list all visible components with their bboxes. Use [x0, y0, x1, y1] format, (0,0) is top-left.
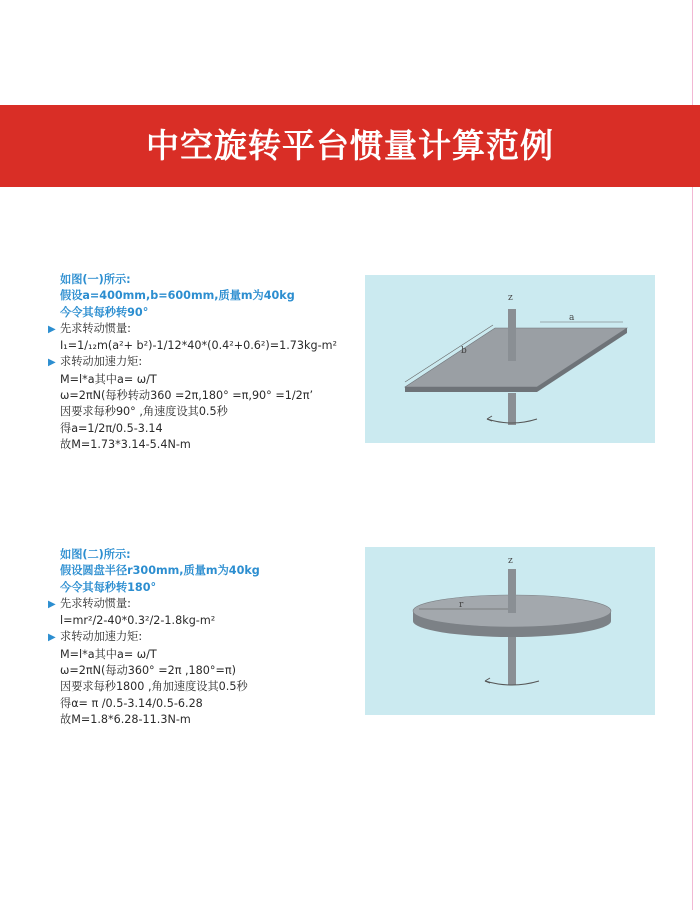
example-2-step-2: [48, 629, 368, 646]
example-2-line-4: 得α= π /0.5-3.14/0.5-6.28: [60, 696, 203, 710]
example-1-heading-1: 如图(一)所示:: [60, 273, 131, 286]
example-1-step-1-title: 先求转动惯量:: [60, 321, 131, 335]
example-2-inertia-formula: l=mr²/2-40*0.3²/2-1.8kg-m²: [60, 614, 216, 628]
example-1-line-5: 故M=1.73*3.14-5.4N-m: [60, 437, 191, 451]
axis-label-z: z: [508, 293, 513, 303]
example-2-heading-3: 今令其每秒转180°: [60, 580, 157, 594]
title-banner: [0, 105, 700, 187]
example-1-line-3: 因要求每秒90° ,角速度设其0.5秒: [60, 405, 228, 419]
rotation-arrow-head: [487, 416, 492, 421]
example-2-line-3: 因要求每秒1800 ,角加速度设其0.5秒: [60, 680, 248, 694]
example-2-step-1: [48, 596, 368, 613]
example-2-heading-2: 假设圆盘半径r300mm,质量m为40kg: [60, 564, 260, 578]
shaft-upper: [508, 309, 516, 361]
example-1-step-2-title: 求转动加速力矩:: [60, 355, 143, 369]
example-1-inertia-formula: I₁=1/₁₂m(a²+ b²)-1/12*40*(0.4²+0.6²)=1.73kg-m²: [60, 339, 338, 353]
rotation-arrow-head: [485, 678, 490, 683]
shaft-lower: [508, 635, 516, 685]
example-1-heading-2: 假设a=400mm,b=600mm,质量m为40kg: [60, 289, 295, 303]
page-title: 中空旋转平台惯量计算范例: [146, 126, 554, 165]
triangle-right-icon: ▶: [48, 598, 56, 610]
disc-diagram: [365, 547, 655, 715]
rectangular-plate-diagram: [365, 275, 655, 443]
label-a: a: [569, 313, 575, 323]
example-2-text: [48, 547, 368, 728]
example-1-line-1: M=l*a其中a= ω/T: [60, 372, 157, 386]
axis-label-z: z: [508, 556, 513, 566]
example-1-heading-3: 今令其每秒转90°: [60, 305, 149, 319]
example-1-text: [48, 272, 368, 453]
shaft-upper: [508, 569, 516, 613]
label-b: b: [461, 346, 467, 356]
example-1-line-4: 得a=1/2π/0.5-3.14: [60, 421, 163, 435]
triangle-right-icon: ▶: [48, 632, 56, 644]
example-1-step-1: [48, 321, 368, 338]
triangle-right-icon: ▶: [48, 323, 56, 335]
disc-illustration: [365, 547, 655, 715]
example-2-step-1-title: 先求转动惯量:: [60, 596, 131, 610]
example-2-line-2: ω=2πN(每动360° =2π ,180°=π): [60, 664, 236, 678]
example-2-line-5: 故M=1.8*6.28-11.3N-m: [60, 712, 191, 726]
example-1-step-2: [48, 354, 368, 371]
example-2-step-2-title: 求转动加速力矩:: [60, 630, 143, 644]
triangle-right-icon: ▶: [48, 357, 56, 369]
example-2-heading-1: 如图(二)所示:: [60, 548, 131, 561]
example-2-line-1: M=l*a其中a= ω/T: [60, 647, 157, 661]
example-1-line-2: ω=2πN(每秒转动360 =2π,180° =π,90° =1/2π’: [60, 389, 313, 403]
label-r: r: [459, 600, 464, 610]
shaft-lower: [508, 393, 516, 425]
plate-illustration: [365, 275, 655, 443]
